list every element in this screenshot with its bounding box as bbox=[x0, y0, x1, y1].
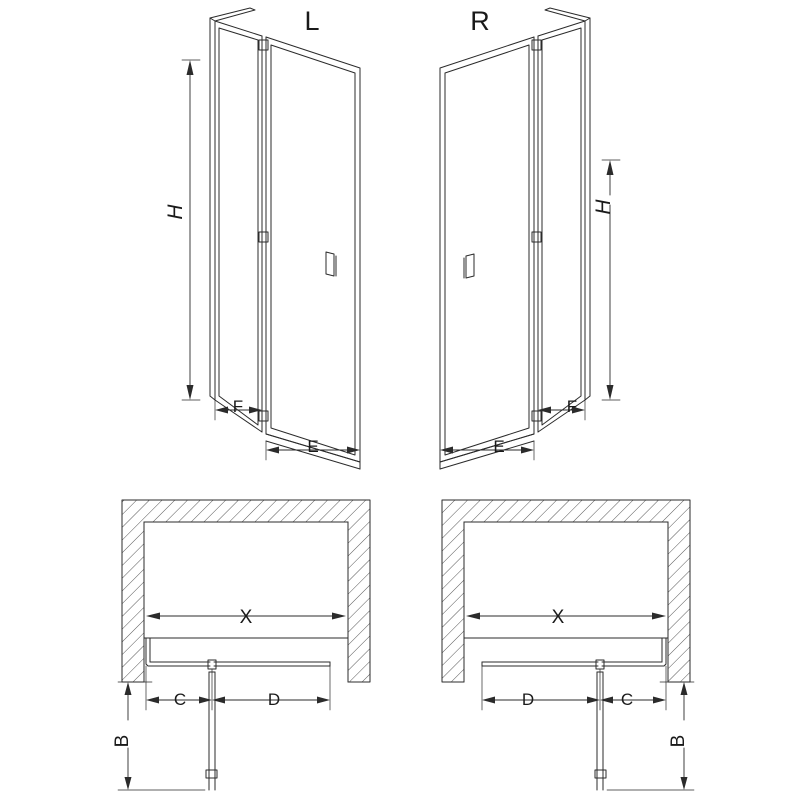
plan-right-view bbox=[442, 500, 694, 790]
dimension-label-e-left: E bbox=[307, 437, 319, 456]
label-hand-right: R bbox=[470, 6, 490, 36]
dimension-label-h-right: H bbox=[592, 199, 615, 215]
dimension-label-h-left: H bbox=[164, 204, 187, 220]
dimension-label-f-right: F bbox=[566, 397, 578, 416]
elevation-right-view bbox=[440, 8, 620, 469]
dimension-label-c-left: C bbox=[173, 690, 187, 709]
plan-left-view bbox=[118, 500, 370, 790]
dimension-label-d-left: D bbox=[267, 690, 281, 709]
dimension-label-b-right: B bbox=[668, 734, 689, 748]
dimension-label-x-right: X bbox=[551, 607, 565, 628]
dimension-label-b-left: B bbox=[112, 734, 133, 748]
dimension-label-x-left: X bbox=[239, 607, 253, 628]
dimension-label-c-right: C bbox=[620, 690, 634, 709]
dimension-label-f-left: F bbox=[232, 397, 244, 416]
dimension-label-e-right: E bbox=[493, 437, 505, 456]
elevation-left-view bbox=[182, 8, 360, 469]
label-hand-left: L bbox=[304, 6, 320, 36]
dimension-label-d-right: D bbox=[521, 690, 535, 709]
